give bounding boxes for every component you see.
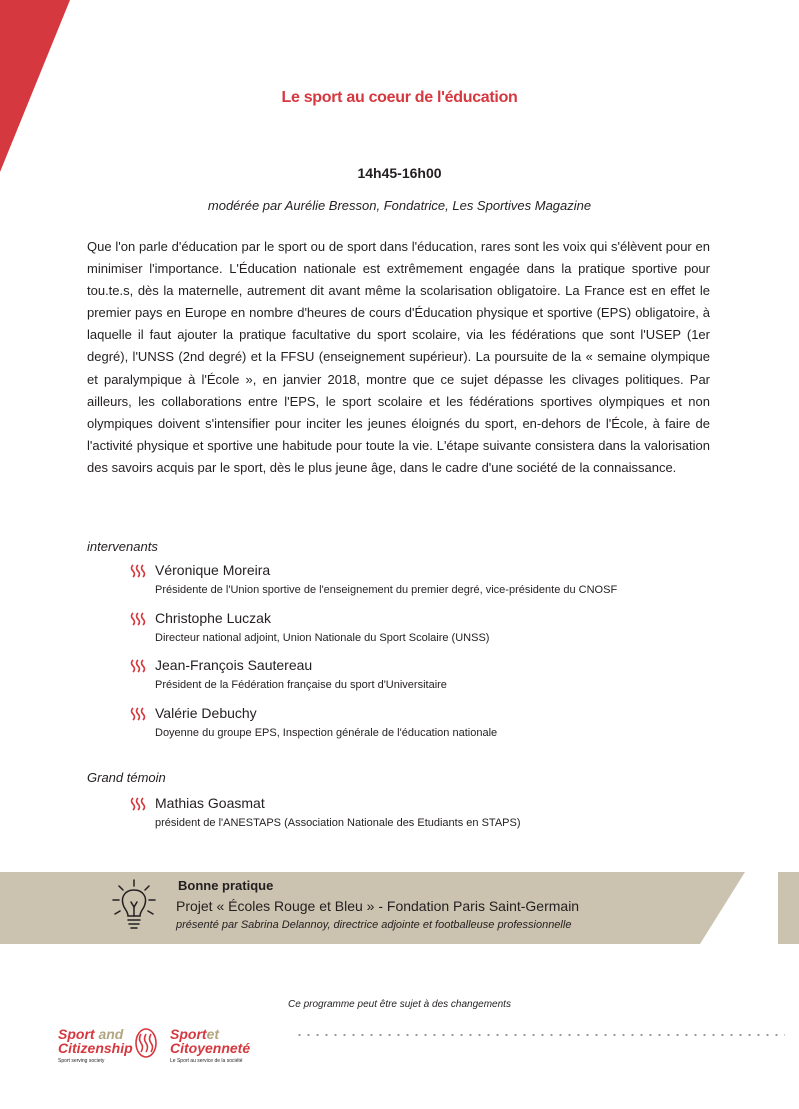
speaker-role: Doyenne du groupe EPS, Inspection générale de l'éducation nationale — [155, 727, 498, 739]
best-practice-band-cut — [700, 872, 745, 944]
best-practice-presenter: présenté par Sabrina Delannoy, directrice adjointe et footballeuse professionnelle — [176, 919, 572, 931]
session-time: 14h45-16h00 — [357, 165, 442, 181]
logo-fr-word-citoyennete: Citoyenneté — [170, 1040, 251, 1056]
program-disclaimer: Ce programme peut être sujet à des changements — [288, 999, 511, 1010]
witness-heading: Grand témoin — [87, 770, 166, 785]
intro-paragraph: Que l'on parle d'éducation par le sport ou de sport dans l'éducation, rares sont les voix qui s'élèvent pour en minimiser l'importance. L'Éducation nationale est extrêmement engagée dans la pratique sportive pour tou.te.s, dès la maternelle, autrement dit avant même la scolarisation obligatoire. La France est en effet le premier pays en Europe en nombre d'heures de cours d'Éducation physique et sportive (EPS) obligatoire, à laquelle il faut ajouter la pratique facultative du sport scolaire, via les fédérations que sont l'USEP (1er degré), l'UNSS (2nd degré) et la FFSU (enseignement supérieur). La poursuite de la « semaine olympique et paralympique à l'École », en janvier 2018, montre que ce sujet dépasse les clivages politiques. Par ailleurs, les collaborations entre l'EPS, le sport scolaire et les fédérations sportives olympiques et non olympiques doivent s'intensifier pour inciter les jeunes éloignés du sport, en-dehors de l'École, à faire de l'activité physique et sportive une habitude pour toute la vie. L'étape suivante consistera dans la valorisation des savoirs acquis par le sport, dès le plus jeune âge, dans le cadre d'une société de la connaissance. — [87, 239, 710, 475]
logo-en-word-and: and — [98, 1026, 124, 1042]
logo-en-word-citizenship: Citizenship — [58, 1040, 133, 1056]
footer-dotted-line — [295, 1032, 785, 1038]
speaker-bullet-icon — [130, 659, 146, 673]
sport-and-citizenship-logo[interactable] — [58, 1026, 133, 1064]
best-practice-band-edge — [778, 872, 799, 944]
speaker-name: Christophe Luczak — [155, 610, 271, 626]
sport-citoyennete-emblem-icon — [135, 1028, 157, 1058]
speaker-bullet-icon — [130, 564, 146, 578]
logo-fr-word-sport: Sport — [170, 1026, 207, 1042]
speaker-role: Directeur national adjoint, Union Nationale du Sport Scolaire (UNSS) — [155, 632, 490, 644]
corner-accent-triangle — [0, 0, 70, 172]
sport-et-citoyennete-logo[interactable] — [170, 1027, 250, 1064]
speaker-name: Jean-François Sautereau — [155, 657, 313, 673]
best-practice-project: Projet « Écoles Rouge et Bleu » - Fondation Paris Saint-Germain — [176, 898, 580, 914]
speaker-bullet-icon — [130, 797, 146, 811]
logo-fr-word-et: et — [206, 1026, 220, 1042]
logo-en-word-sport: Sport — [58, 1026, 95, 1042]
logo-fr-tagline: Le Sport au service de la société — [170, 1058, 243, 1064]
lightbulb-icon — [111, 878, 157, 936]
speakers-heading: intervenants — [87, 539, 158, 554]
speaker-role: Présidente de l'Union sportive de l'enseignement du premier degré, vice-présidente du CNOSF — [155, 584, 618, 596]
moderator-line: modérée par Aurélie Bresson, Fondatrice, Les Sportives Magazine — [207, 198, 592, 213]
speaker-bullet-icon — [130, 612, 146, 626]
logo-en-tagline: Sport serving society — [58, 1058, 105, 1064]
speaker-bullet-icon — [130, 707, 146, 721]
speaker-name: Véronique Moreira — [155, 562, 271, 578]
witness-role: président de l'ANESTAPS (Association Nationale des Etudiants en STAPS) — [155, 817, 521, 829]
speaker-role: Président de la Fédération française du sport d'Universitaire — [155, 679, 447, 691]
witness-name: Mathias Goasmat — [155, 795, 265, 811]
page-title: Le sport au coeur de l'éducation — [281, 89, 518, 106]
best-practice-label: Bonne pratique — [178, 878, 274, 893]
speaker-name: Valérie Debuchy — [155, 705, 257, 721]
